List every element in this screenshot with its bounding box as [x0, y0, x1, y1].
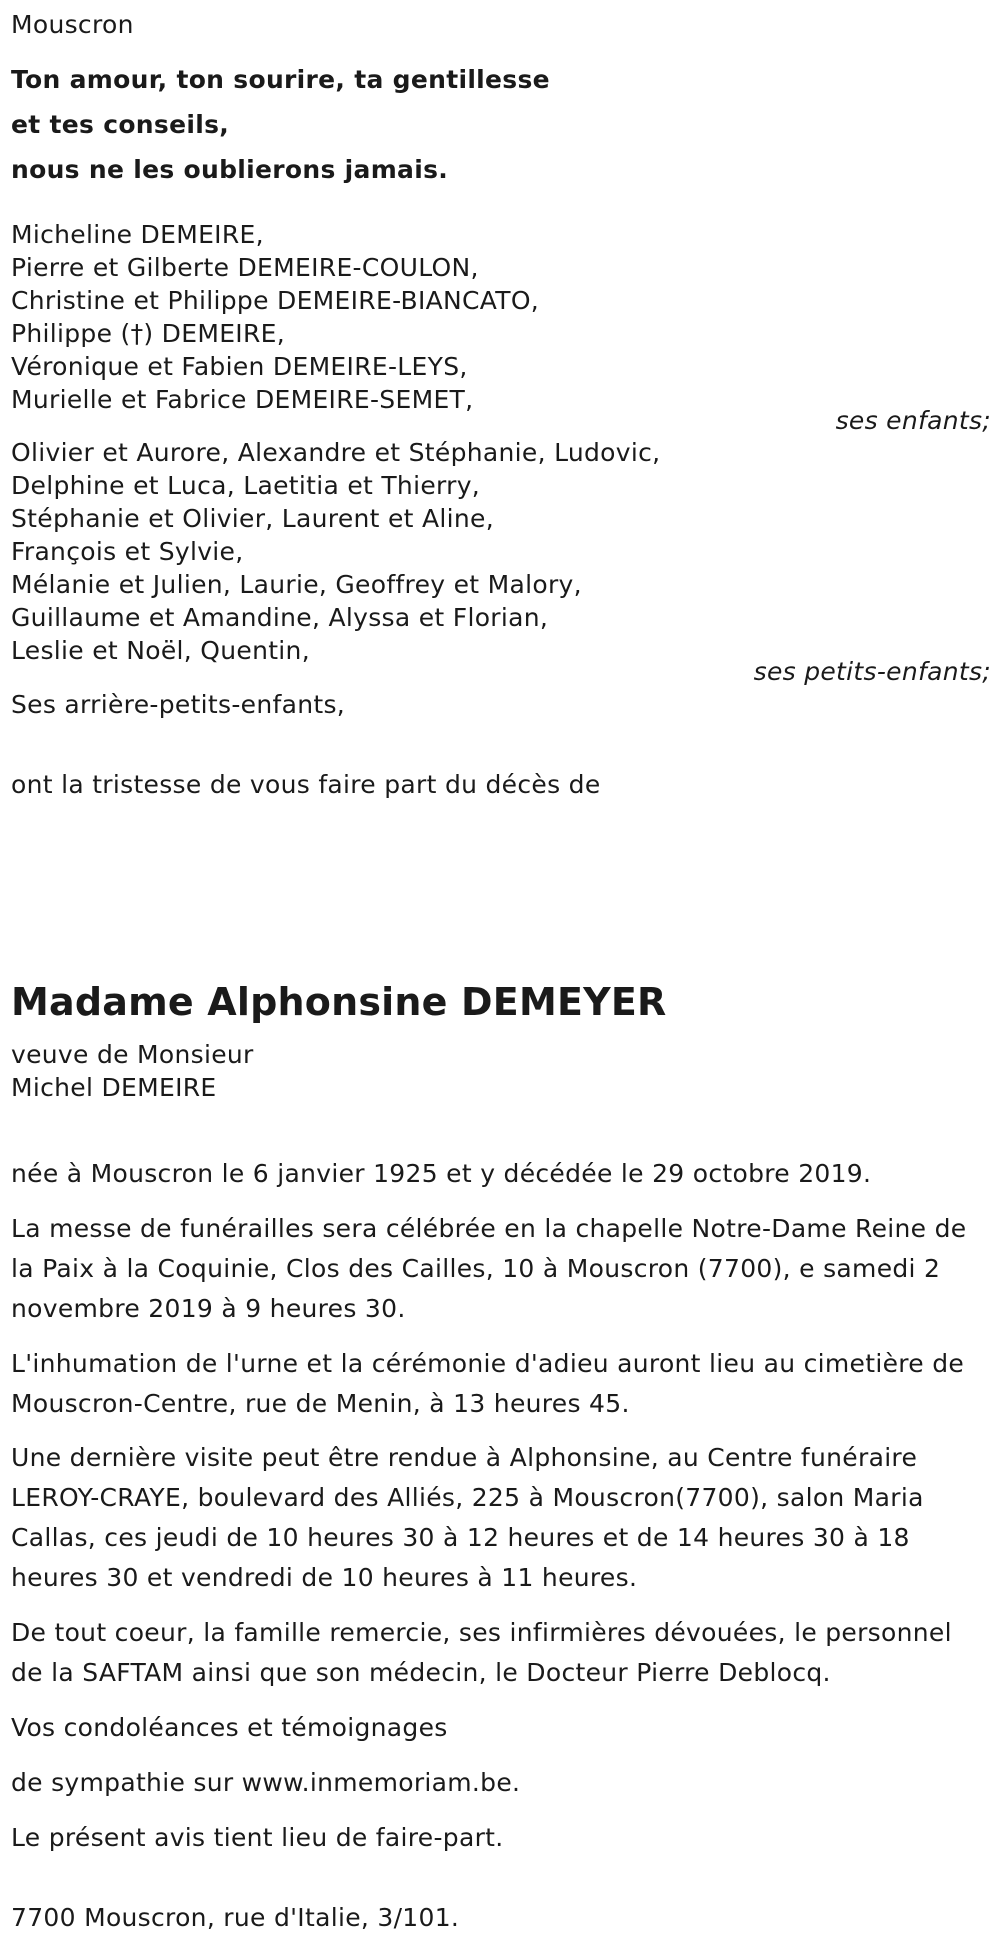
thanks-paragraph: De tout coeur, la famille remercie, ses infirmières dévouées, le personnel de la SAFTAM ainsi que son médecin, le Docteur Pierre Deblocq. [11, 1618, 952, 1687]
announcement: ont la tristesse de vous faire part du décès de [11, 770, 601, 799]
widow-of-line-1: veuve de Monsieur [11, 1040, 254, 1069]
grandchild-4: François et Sylvie, [11, 537, 244, 566]
birth-death-paragraph: née à Mouscron le 6 janvier 1925 et y décédée le 29 octobre 2019. [11, 1159, 872, 1188]
quote-line-1: Ton amour, ton sourire, ta gentillesse [11, 65, 550, 94]
grandchildren-label: ses petits-enfants; [753, 657, 991, 686]
quote-line-2: et tes conseils, [11, 110, 230, 139]
grandchild-5: Mélanie et Julien, Laurie, Geoffrey et Malory, [11, 570, 582, 599]
great-grandchildren: Ses arrière-petits-enfants, [11, 690, 346, 719]
deceased-name: Madame Alphonsine DEMEYER [11, 980, 667, 1024]
child-6: Murielle et Fabrice DEMEIRE-SEMET, [11, 385, 474, 414]
town-name: Mouscron [11, 10, 134, 39]
grandchild-6: Guillaume et Amandine, Alyssa et Florian, [11, 603, 549, 632]
quote-line-3: nous ne les oublierons jamais. [11, 155, 449, 184]
address: 7700 Mouscron, rue d'Italie, 3/101. [11, 1903, 460, 1932]
children-label: ses enfants; [835, 406, 991, 435]
grandchild-7: Leslie et Noël, Quentin, [11, 636, 310, 665]
child-4: Philippe (†) DEMEIRE, [11, 319, 285, 348]
condolences-line-2: de sympathie sur www.inmemoriam.be. [11, 1768, 521, 1797]
child-1: Micheline DEMEIRE, [11, 220, 264, 249]
child-2: Pierre et Gilberte DEMEIRE-COULON, [11, 253, 479, 282]
widow-of-line-2: Michel DEMEIRE [11, 1073, 217, 1102]
condolences-line-1: Vos condoléances et témoignages [11, 1713, 448, 1742]
burial-paragraph: L'inhumation de l'urne et la cérémonie d'adieu auront lieu au cimetière de Mouscron-Centre, rue de Menin, à 13 heures 45. [11, 1349, 965, 1418]
grandchild-1: Olivier et Aurore, Alexandre et Stéphanie, Ludovic, [11, 438, 661, 467]
notice-line: Le présent avis tient lieu de faire-part. [11, 1823, 504, 1852]
last-visit-paragraph: Une dernière visite peut être rendue à Alphonsine, au Centre funéraire LEROY-CRAYE, boulevard des Alliés, 225 à Mouscron(7700), salon Maria Callas, ces jeudi de 10 heures 30 à 12 heures et de 14 heures 30 à 18 heures 30 et vendredi de 10 heures à 11 heures. [11, 1443, 924, 1592]
grandchild-2: Delphine et Luca, Laetitia et Thierry, [11, 471, 481, 500]
child-5: Véronique et Fabien DEMEIRE-LEYS, [11, 352, 468, 381]
grandchild-3: Stéphanie et Olivier, Laurent et Aline, [11, 504, 494, 533]
child-3: Christine et Philippe DEMEIRE-BIANCATO, [11, 286, 540, 315]
funeral-mass-paragraph: La messe de funérailles sera célébrée en la chapelle Notre-Dame Reine de la Paix à la Coquinie, Clos des Cailles, 10 à Mouscron (7700), e samedi 2 novembre 2019 à 9 heures 30. [11, 1214, 967, 1323]
